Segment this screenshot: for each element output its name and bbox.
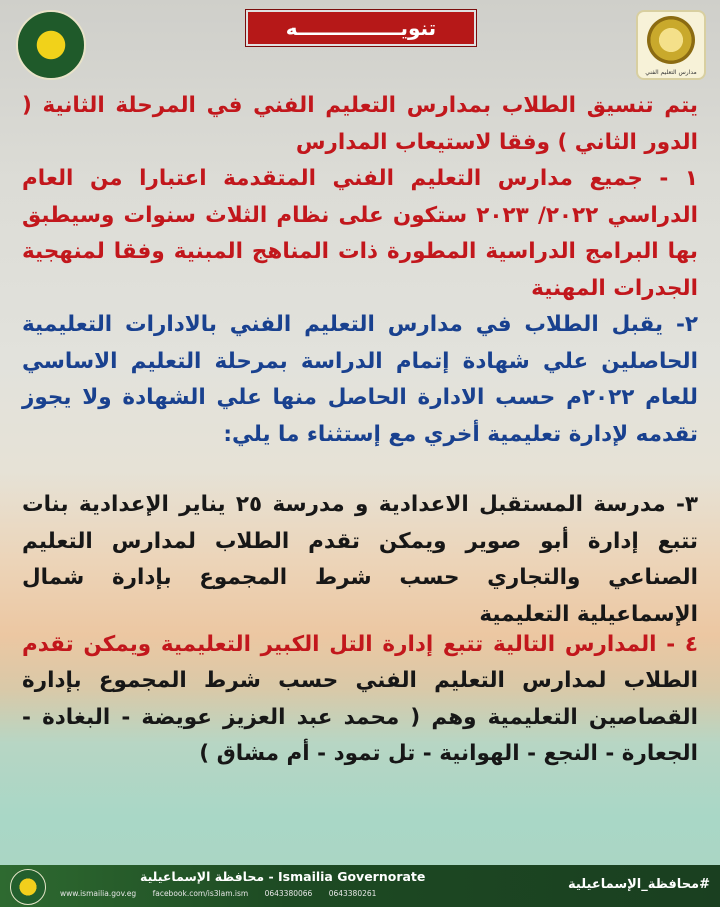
governorate-name: محافظة الإسماعيلية - Ismailia Governorate <box>140 869 426 884</box>
governorate-logo-icon <box>16 10 86 80</box>
phone-1: 0643380066 <box>264 889 313 898</box>
facebook-link[interactable]: facebook.com/is3lam.ism <box>152 889 249 898</box>
contact-links <box>60 889 390 898</box>
footer-bar <box>0 865 720 907</box>
logo-caption: مدارس التعليم الفني <box>645 69 697 76</box>
point-2-paragraph: ٢- يقبل الطلاب في مدارس التعليم الفني بالادارات التعليمية الحاصلين علي شهادة إتمام الدراسة بمرحلة التعليم الاساسي للعام ٢٠٢٢م حسب الادارة الحاصل منها علي الشهادة ولا يجوز تقدمه لإدارة تعليمية أخري مع إستثناء ما يلي: <box>22 312 698 447</box>
announcement-body <box>22 88 698 773</box>
point-3-paragraph: ٣- مدرسة المستقبل الاعدادية و مدرسة ٢٥ يناير الإعدادية بنات تتبع إدارة أبو صوير ويمكن تقدم الطلاب لمدارس التعليم الصناعي والتجاري حسب شرط المجموع بإدارة شمال الإسماعيلية التعليمية <box>22 492 698 627</box>
governorate-hashtag[interactable]: #محافظة_الإسماعيلية <box>568 877 710 892</box>
phone-2: 0643380261 <box>328 889 377 898</box>
point-4-rest-text: الطلاب لمدارس التعليم الفني حسب شرط المجموع بإدارة القصاصين التعليمية وهم ( محمد عبد العزيز عويضة - البغادة - الجعارة - النجع - الهوانية - تل تمود - أم مشاق ) <box>22 668 698 766</box>
announcement-title: تنويـــــــــــــــه <box>246 10 476 46</box>
point-4-lead-text: ٤ - المدارس التالية تتبع إدارة التل الكبير التعليمية ويمكن تقدم <box>22 631 698 657</box>
technical-education-logo-icon <box>636 10 706 80</box>
intro-paragraph: يتم تنسيق الطلاب بمدارس التعليم الفني في المرحلة الثانية ( الدور الثاني ) وفقا لاستيعاب المدارس <box>22 93 698 155</box>
website-link[interactable]: www.ismailia.gov.eg <box>60 889 137 898</box>
point-1-paragraph: ١ - جميع مدارس التعليم الفني المتقدمة اعتبارا من العام الدراسي ٢٠٢٢/ ٢٠٢٣ ستكون على نظام الثلاث سنوات وسيطبق بها البرامج الدراسية المطورة ذات المناهج المبنية وفقا لمنهجية الجدرات المهنية <box>22 166 698 301</box>
governorate-emblem-icon <box>10 869 46 905</box>
seal-icon <box>647 16 695 64</box>
point-4-paragraph <box>22 627 698 773</box>
